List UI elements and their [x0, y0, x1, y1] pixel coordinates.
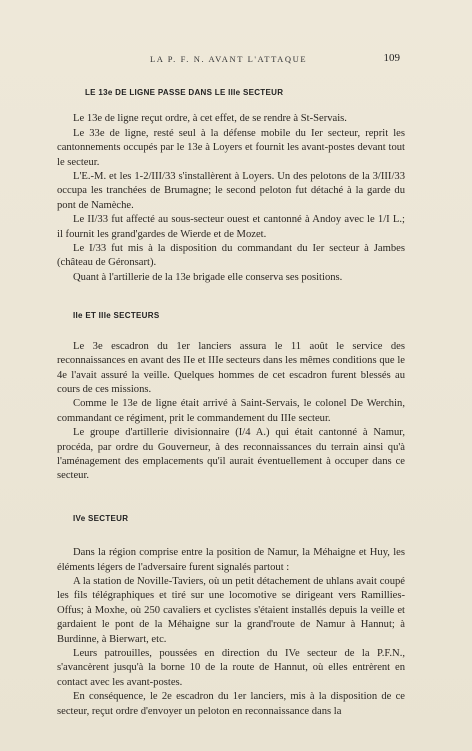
paragraph: Le 33e de ligne, resté seul à la défense mobile du Ier secteur, reprit les cantonnements occupés par le 13e à Loyers et fournit les avant-postes devant tout le secteur. [57, 127, 405, 168]
page-number: 109 [383, 52, 400, 64]
section-heading: IVe SECTEUR [73, 513, 129, 523]
paragraph: Le groupe d'artillerie divisionnaire (I/4 A.) qui était cantonné à Namur, procéda, par ordre du Gouverneur, à des reconnaissances du terrain ainsi qu'à l'aménagement des emplacements qu'il aurait éventuellement à occuper dans ce secteur. [57, 427, 405, 482]
section-heading: IIe ET IIIe SECTEURS [73, 311, 160, 321]
paragraph: Dans la région comprise entre la position de Namur, la Méhaigne et Huy, les éléments légers de l'adversaire furent signalés partout : [57, 547, 405, 573]
paragraph: Le 13e de ligne reçut ordre, à cet effet, de se rendre à St-Servais. [73, 113, 347, 125]
paragraph: A la station de Noville-Taviers, où un petit détachement de uhlans avait coupé les fils télégraphiques et tiré sur une locomotive se dirigeant vers Ramillies-Offus; à Moxhe, où 250 cavaliers et cyclistes s'étaient installés depuis la veille et gardaient le pont de la Méhaigne sur la grand'route de Namur à Hannut; à Burdinne, à Bierwart, etc. [57, 575, 405, 645]
page-header [0, 52, 472, 68]
section-iie-iiie-secteurs [57, 309, 405, 483]
paragraph: Le I/33 fut mis à la disposition du commandant du Ier secteur à Jambes (château de Géronsart). [57, 243, 405, 269]
paragraph: Quant à l'artillerie de la 13e brigade elle conserva ses positions. [73, 271, 343, 283]
paragraph: L'E.-M. et les 1-2/III/33 s'installèrent à Loyers. Un des pelotons de la 3/III/33 occupa les tranchées de Brumagne; le second peloton fut détaché à la garde du pont de Namèche. [57, 171, 405, 211]
paragraph: Comme le 13e de ligne était arrivé à Saint-Servais, le colonel De Werchin, commandant ce régiment, prit le commandement du IIIe secteur. [57, 398, 405, 424]
section-heading: LE 13e DE LIGNE PASSE DANS LE IIIe SECTEUR [85, 88, 284, 97]
paragraph: Le II/33 fut affecté au sous-secteur ouest et cantonné à Andoy avec le 1/I L.; il fournit les grand'gardes de Wierde et de Mozet. [57, 214, 405, 240]
section-ive-secteur [57, 512, 405, 719]
page-body [57, 86, 405, 733]
paragraph: En conséquence, le 2e escadron du 1er lanciers, mis à la disposition de ce secteur, reçut ordre d'envoyer un peloton en reconnaissance dans la [57, 691, 405, 717]
paragraph: Le 3e escadron du 1er lanciers assura le 11 août le service des reconnaissances en avant des IIe et IIIe secteurs dans les mêmes conditions que le 4e l'avait assuré la veille. Quelques hommes de cet escadron furent blessés au cours de ces missions. [57, 340, 405, 395]
section-13e-de-ligne [57, 86, 405, 285]
running-head: LA P. F. N. AVANT L'ATTAQUE [150, 54, 308, 64]
paragraph: Leurs patrouilles, poussées en direction du IVe secteur de la P.F.N., s'avancèrent jusqu'à la borne 10 de la route de Hannut, où elles entrèrent en contact avec les avant-postes. [57, 648, 405, 688]
